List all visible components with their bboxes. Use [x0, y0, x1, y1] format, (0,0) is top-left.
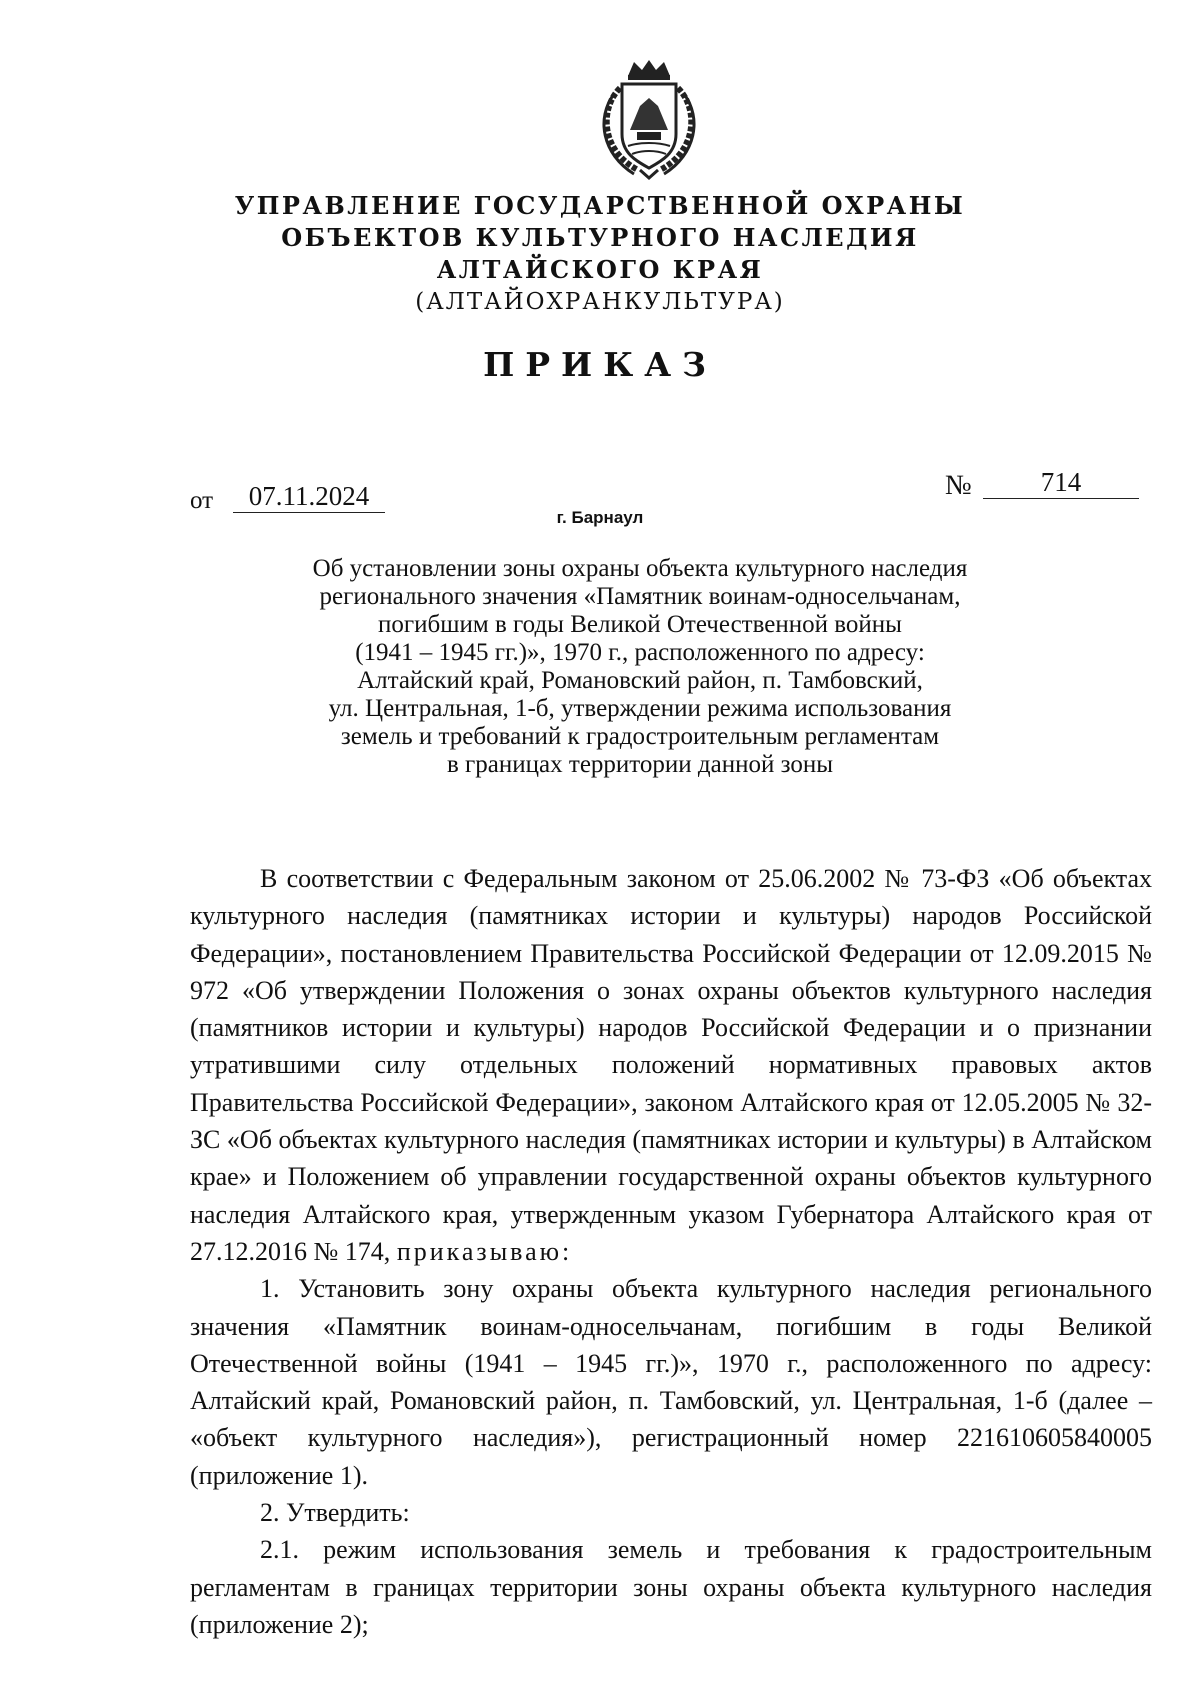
document-type-title: ПРИКАЗ — [483, 345, 717, 384]
subject-line: регионального значения «Памятник воинам-односельчанам, — [319, 583, 961, 610]
preamble-paragraph — [190, 860, 1152, 1270]
item-2-paragraph: 2. Утвердить: — [260, 1498, 410, 1528]
subject-line: Алтайский край, Романовский район, п. Тамбовский, — [357, 667, 923, 694]
subject-line: (1941 – 1945 гг.)», 1970 г., расположенного по адресу: — [355, 639, 925, 666]
subject-line: в границах территории данной зоны — [447, 751, 833, 778]
coat-of-arms-icon — [590, 58, 708, 180]
agency-line-1: УПРАВЛЕНИЕ ГОСУДАРСТВЕННОЙ ОХРАНЫ — [234, 191, 966, 220]
city: г. Барнаул — [556, 508, 644, 527]
subject-line: ул. Центральная, 1-б, утверждении режима использования — [328, 695, 952, 722]
item-2-1-paragraph: 2.1. режим использования земель и требования к градостроительным регламентам в границах территории зоны охраны объекта культурного наследия (приложение 2); — [190, 1535, 1152, 1639]
agency-abbreviation: (АЛТАЙОХРАНКУЛЬТУРА) — [415, 289, 785, 315]
agency-line-2: ОБЪЕКТОВ КУЛЬТУРНОГО НАСЛЕДИЯ — [281, 223, 919, 252]
order-date: 07.11.2024 — [233, 481, 385, 513]
agency-header — [0, 190, 1200, 318]
date-label: от — [190, 487, 214, 514]
subject-line: Об установлении зоны охраны объекта культурного наследия — [312, 555, 968, 582]
number-label: № — [945, 470, 972, 501]
agency-line-3: АЛТАЙСКОГО КРАЯ — [436, 255, 764, 284]
preamble-text: В соответствии с Федеральным законом от 25.06.2002 № 73-ФЗ «Об объектах культурного наследия (памятниках истории и культуры) народов Российской Федерации», постановлением Правительства Российской Федерации от 12.09.2015 № 972 «Об утверждении Положения о зонах охраны объектов культурного наследия (памятников истории и культуры) народов Российской Федерации и о признании утратившими силу отдельных положений нормативных правовых актов Правительства Российской Федерации», законом Алтайского края от 12.05.2005 № 32-ЗС «Об объектах культурного наследия (памятниках истории и культуры) в Алтайском крае» и Положением об управлении государственной охраны объектов культурного наследия Алтайского края, утвержденным указом Губернатора Алтайского края от 27.12.2016 № 174, — [190, 864, 1152, 1266]
order-word: приказываю: — [396, 1236, 573, 1266]
subject-line: погибшим в годы Великой Отечественной войны — [378, 611, 902, 638]
subject-line: земель и требований к градостроительным регламентам — [340, 723, 940, 750]
order-body — [190, 860, 1152, 1643]
order-number: 714 — [983, 467, 1139, 499]
item-1-paragraph: 1. Установить зону охраны объекта культурного наследия регионального значения «Памятник воинам-односельчанам, погибшим в годы Великой Отечественной войны (1941 – 1945 гг.)», 1970 г., расположенного по адресу: Алтайский край, Романовский район, п. Тамбовский, ул. Центральная, 1-б (далее – «объект культурного наследия»), регистрационный номер 221610605840005 (приложение 1). — [190, 1274, 1152, 1490]
order-subject — [250, 555, 1030, 779]
